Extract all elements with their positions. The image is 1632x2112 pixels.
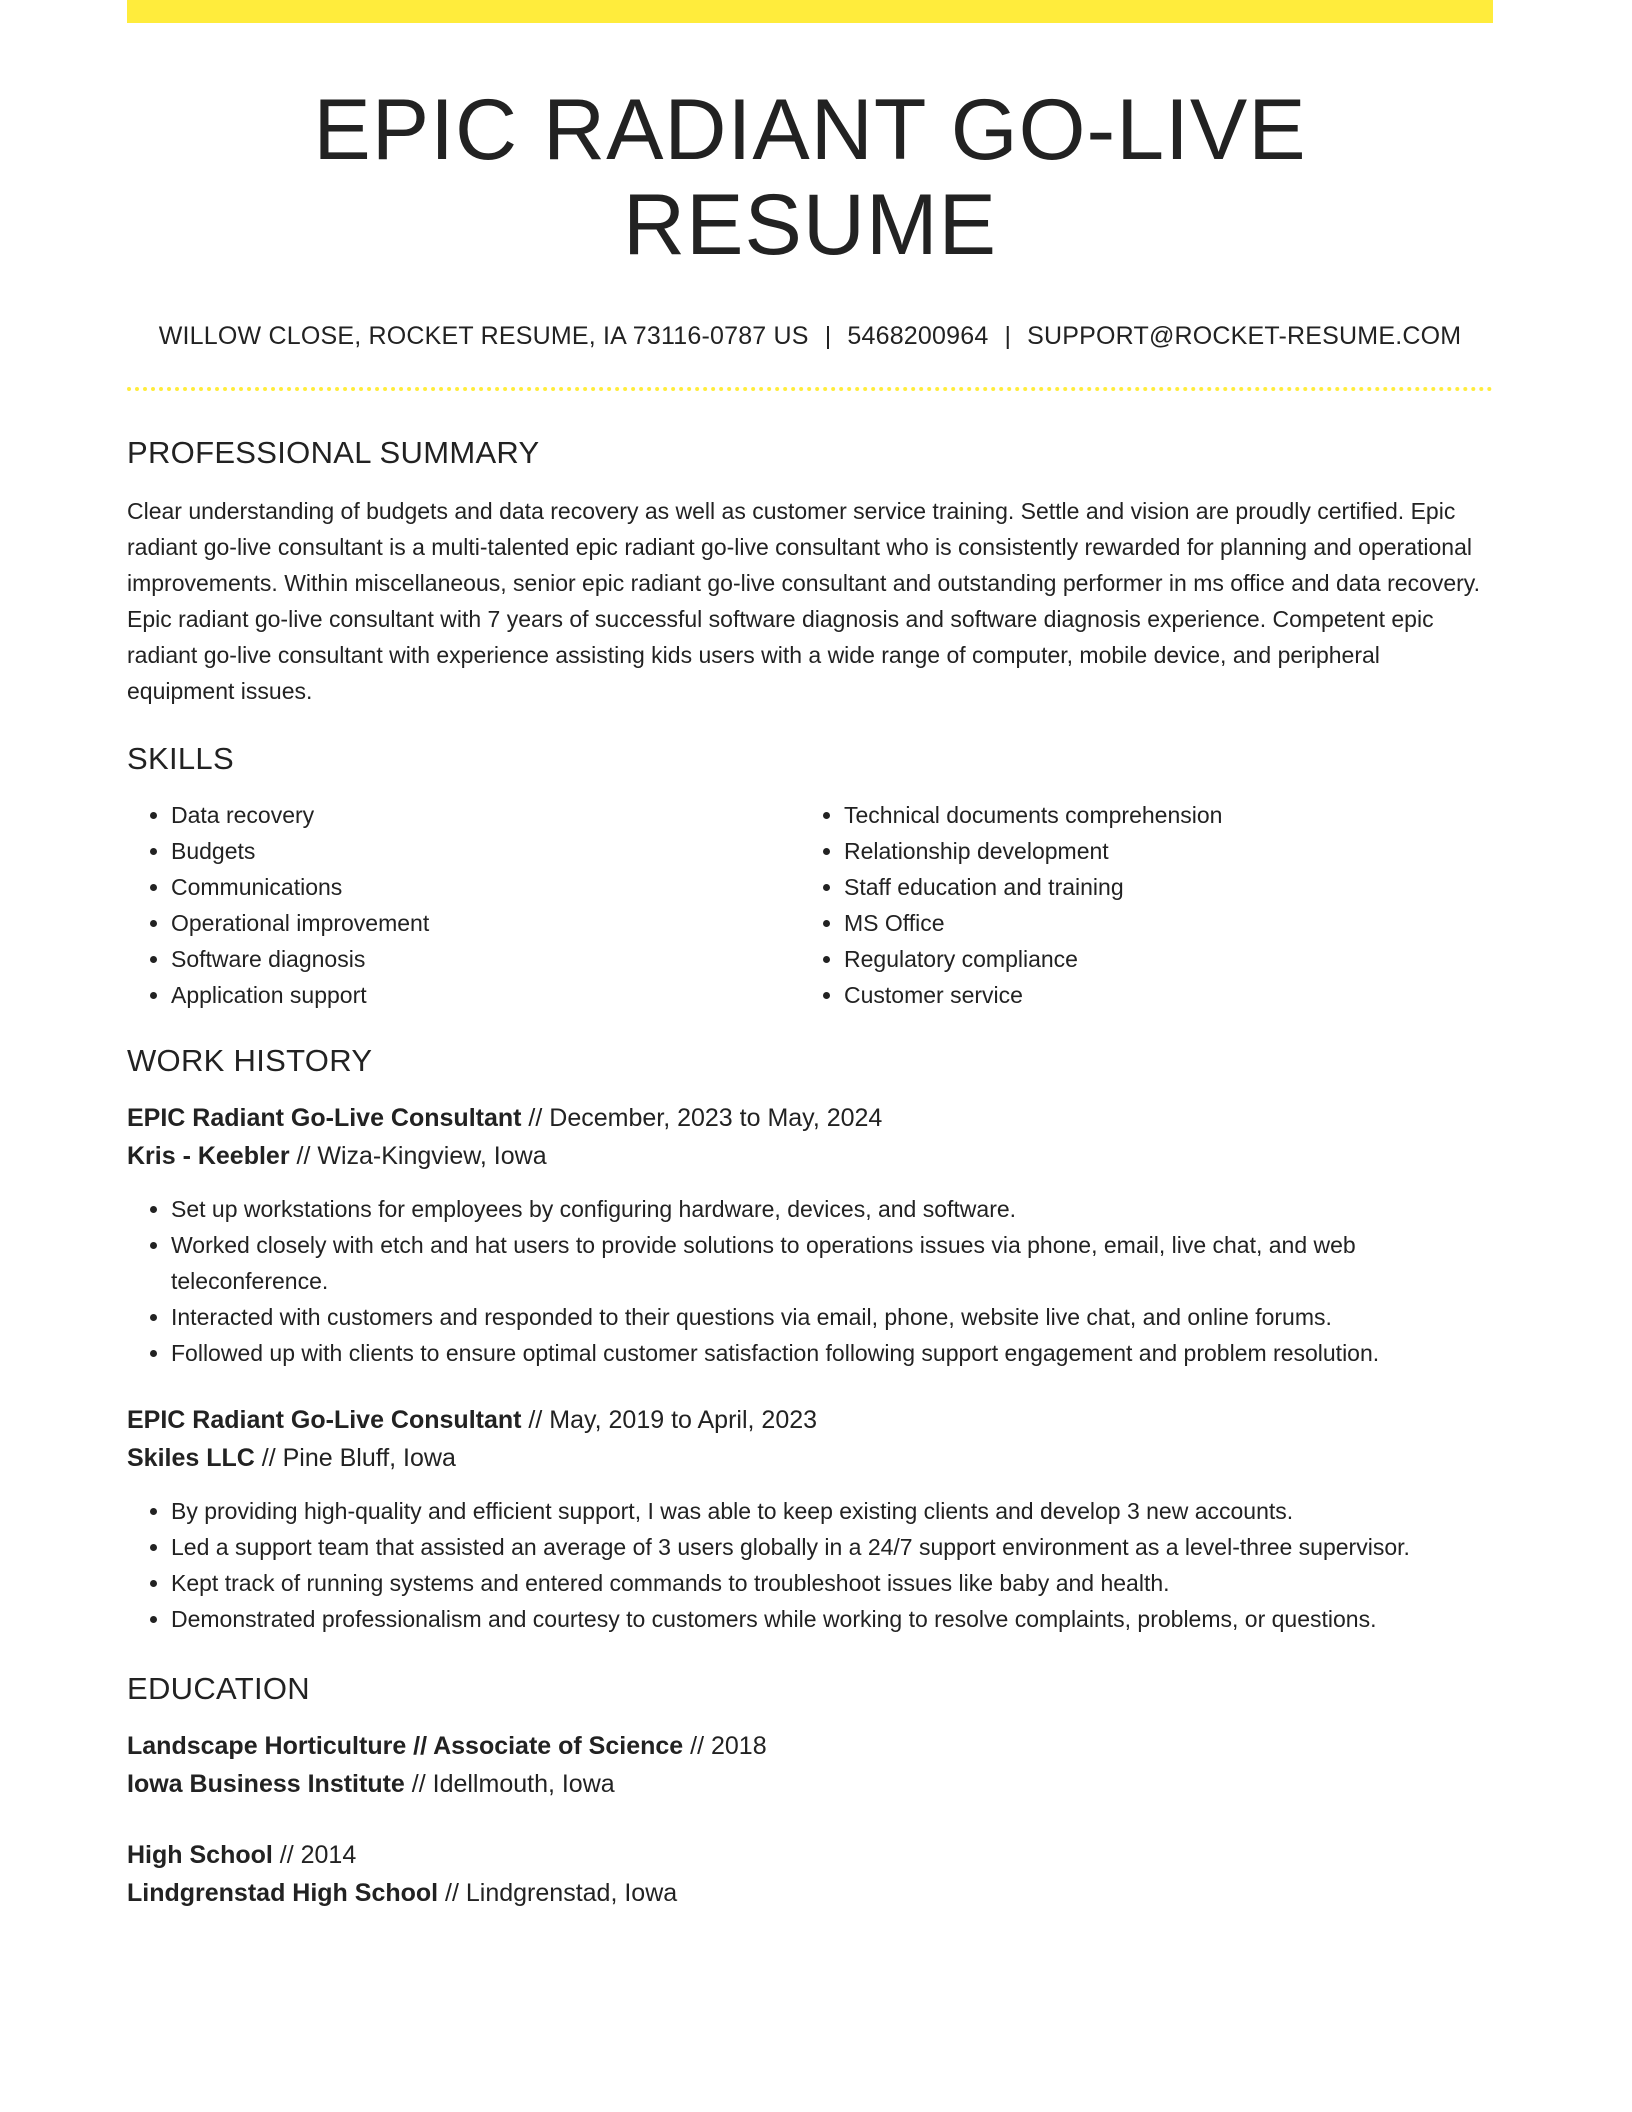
job-role: EPIC Radiant Go-Live Consultant [127,1406,522,1435]
job-entry [127,1099,1493,1371]
skill-item: • Regulatory compliance [844,941,1473,977]
contact-separator: | [1004,322,1012,351]
skill-item: • Relationship development [844,833,1473,869]
skill-item: • Application support [171,977,800,1013]
job-bullet: • By providing high-quality and efficient support, I was able to keep existing clients and develop 3 new accounts. [171,1493,1493,1529]
job-title-line [127,1401,1493,1439]
work-history-heading: WORK HISTORY [127,1043,373,1079]
job-bullet: • Worked closely with etch and hat users to provide solutions to operations issues via phone, email, live chat, and web teleconference. [171,1227,1493,1299]
education-year: // 2018 [683,1732,767,1761]
job-company-line [127,1137,1493,1175]
skills-list [127,797,1493,1013]
education-entry [127,1836,1493,1912]
contact-email: SUPPORT@ROCKET-RESUME.COM [1027,322,1462,351]
job-bullet: • Led a support team that assisted an average of 3 users globally in a 24/7 support environment as a level-three supervisor. [171,1529,1493,1565]
job-entry [127,1401,1493,1637]
education-school: Iowa Business Institute [127,1770,405,1799]
contact-address: WILLOW CLOSE, ROCKET RESUME, IA 73116-0787 US [158,322,809,351]
skill-item: • Software diagnosis [171,941,800,977]
education-degree: Landscape Horticulture // Associate of Science [127,1732,684,1761]
job-location: // Pine Bluff, Iowa [254,1444,456,1473]
education-heading: EDUCATION [127,1671,310,1707]
contact-phone: 5468200964 [847,322,989,351]
job-company: Skiles LLC [127,1444,255,1473]
education-location: // Idellmouth, Iowa [404,1770,615,1799]
summary-text: Clear understanding of budgets and data recovery as well as customer service training. Settle and vision are proudly certified. Epic radiant go-live consultant is a multi-talented epic radiant go-live consultant who is consistently rewarded for planning and operational improvements. Within miscellaneous, senior epic radiant go-live consultant and outstanding performer in ms office and data recovery. Epic radiant go-live consultant with 7 years of successful software diagnosis and software diagnosis experience. Competent epic radiant go-live consultant with experience assisting kids users with a wide range of computer, mobile device, and peripheral equipment issues. [127,498,1480,705]
job-company-line [127,1439,1493,1477]
job-bullet: • Set up workstations for employees by configuring hardware, devices, and software. [171,1191,1493,1227]
dotted-divider [127,387,1493,391]
skill-item: • Customer service [844,977,1473,1013]
skills-column-right [800,797,1473,1013]
education-degree-line [127,1727,1493,1765]
job-dates: // December, 2023 to May, 2024 [521,1104,883,1133]
education-degree: High School [127,1841,273,1870]
contact-line [127,322,1493,351]
resume-page [127,0,1493,1912]
education-school-line [127,1874,1493,1912]
job-bullet: • Kept track of running systems and entered commands to troubleshoot issues like baby and health. [171,1565,1493,1601]
job-bullets [127,1493,1493,1637]
skill-item: • Operational improvement [171,905,800,941]
skill-item: • Technical documents comprehension [844,797,1473,833]
education-school-line [127,1765,1493,1803]
job-bullet: • Demonstrated professionalism and courtesy to customers while working to resolve complaints, problems, or questions. [171,1601,1493,1637]
job-title-line [127,1099,1493,1137]
skills-column-left [127,797,800,1013]
job-location: // Wiza-Kingview, Iowa [289,1142,547,1171]
skill-item: • Budgets [171,833,800,869]
education-degree-line [127,1836,1493,1874]
job-dates: // May, 2019 to April, 2023 [521,1406,818,1435]
education-location: // Lindgrenstad, Iowa [438,1879,678,1908]
skill-item: • MS Office [844,905,1473,941]
skill-item: • Staff education and training [844,869,1473,905]
accent-top-bar [127,0,1493,23]
skill-item: • Communications [171,869,800,905]
education-entry [127,1727,1493,1803]
summary-heading: PROFESSIONAL SUMMARY [127,435,540,471]
resume-name: EPIC RADIANT GO-LIVE RESUME [313,82,1307,273]
contact-separator: | [824,322,832,351]
job-role: EPIC Radiant Go-Live Consultant [127,1104,522,1133]
job-bullet: • Interacted with customers and responded to their questions via email, phone, website live chat, and online forums. [171,1299,1493,1335]
job-company: Kris - Keebler [127,1142,290,1171]
education-school: Lindgrenstad High School [127,1879,439,1908]
education-year: // 2014 [272,1841,357,1870]
skills-heading: SKILLS [127,741,234,777]
job-bullet: • Followed up with clients to ensure optimal customer satisfaction following support engagement and problem resolution. [171,1335,1493,1371]
job-bullets [127,1191,1493,1371]
skill-item: • Data recovery [171,797,800,833]
